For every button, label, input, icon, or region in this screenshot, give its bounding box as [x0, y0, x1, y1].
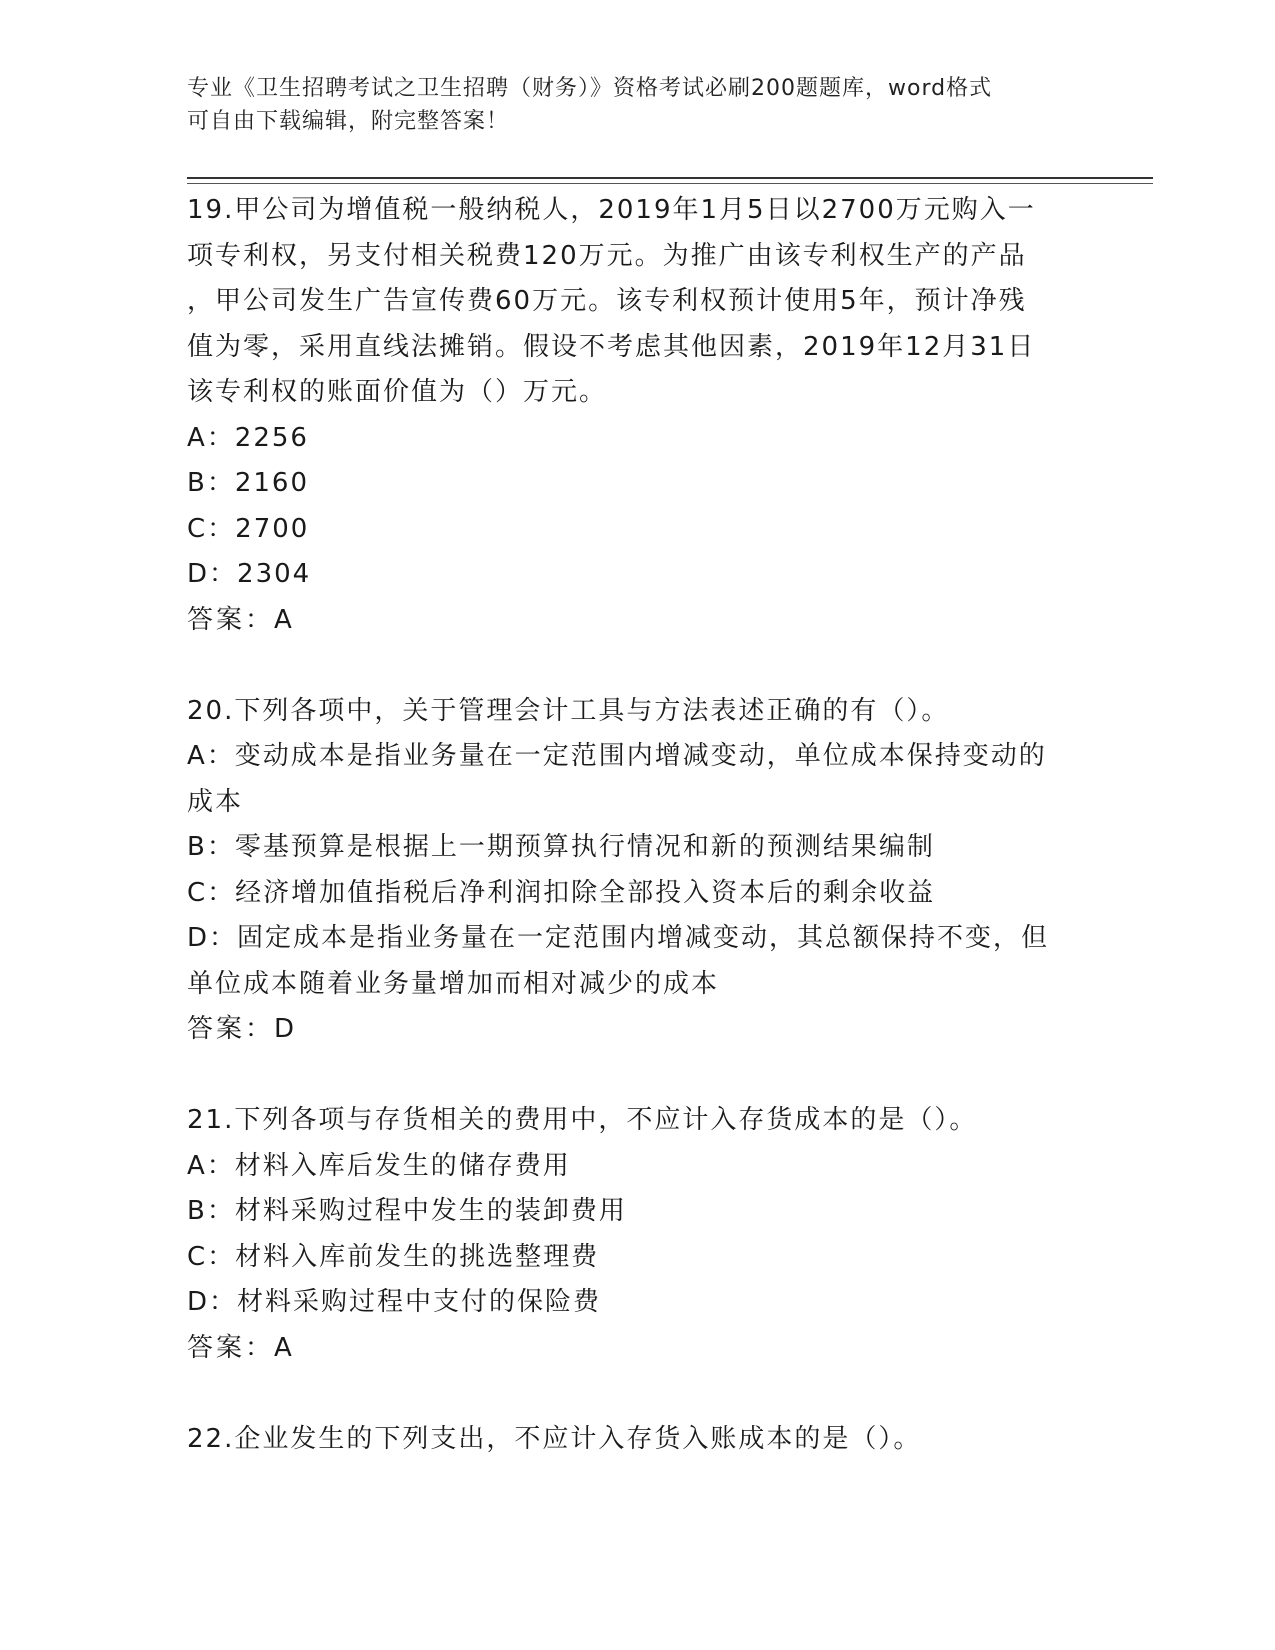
question-stem-line: ，甲公司发生广告宣传费60万元。该专利权预计使用5年，预计净残: [187, 286, 1027, 316]
option-a: A：2256: [187, 422, 309, 453]
option-a: A：材料入库后发生的储存费用: [187, 1150, 571, 1181]
option-b: B：2160: [187, 468, 310, 498]
header-divider-thick: [187, 177, 1153, 179]
option-a: A：变动成本是指业务量在一定范围内增减变动，单位成本保持变动的: [187, 741, 1047, 771]
header-line: 可自由下载编辑，附完整答案！: [187, 109, 510, 134]
question-stem-line: 项专利权，另支付相关税费120万元。为推广由该专利权生产的产品: [187, 240, 1027, 271]
option-b: B：零基预算是根据上一期预算执行情况和新的预测结果编制: [187, 832, 935, 862]
option-c: C：2700: [187, 513, 310, 544]
page-header: [187, 72, 1077, 138]
question-block: [187, 1417, 1087, 1463]
question-stem-line: 值为零，采用直线法摊销。假设不考虑其他因素，2019年12月31日: [187, 331, 1036, 362]
question-list: [187, 188, 1087, 1462]
question-stem-line: 该专利权的账面价值为（）万元。: [187, 377, 608, 407]
spacer: [187, 1371, 1087, 1417]
option-d: D：2304: [187, 559, 312, 589]
question-stem-line: 22.企业发生的下列支出，不应计入存货入账成本的是（）。: [187, 1423, 922, 1454]
question-block: [187, 1098, 1087, 1371]
spacer: [187, 1053, 1087, 1099]
header-line: 专业《卫生招聘考试之卫生招聘（财务）》资格考试必刷200题题库，word格式: [187, 76, 993, 101]
answer-line: 答案：A: [187, 1332, 295, 1363]
option-d-continued: 单位成本随着业务量增加而相对减少的成本: [187, 968, 720, 999]
question-block: [187, 188, 1087, 643]
question-stem-line: 19.甲公司为增值税一般纳税人，2019年1月5日以2700万元购入一: [187, 195, 1036, 225]
option-d: D：材料采购过程中支付的保险费: [187, 1287, 602, 1317]
option-b: B：材料采购过程中发生的装卸费用: [187, 1196, 627, 1226]
answer-line: 答案：D: [187, 1014, 298, 1044]
header-divider-thin: [187, 183, 1153, 184]
option-c: C：材料入库前发生的挑选整理费: [187, 1241, 600, 1272]
answer-line: 答案：A: [187, 604, 295, 635]
spacer: [187, 643, 1087, 689]
option-c: C：经济增加值指税后净利润扣除全部投入资本后的剩余收益: [187, 877, 936, 908]
option-d: D：固定成本是指业务量在一定范围内增减变动，其总额保持不变，但: [187, 923, 1050, 953]
option-a-continued: 成本: [187, 786, 244, 817]
question-stem-line: 20.下列各项中，关于管理会计工具与方法表述正确的有（）。: [187, 695, 950, 726]
question-stem-line: 21.下列各项与存货相关的费用中，不应计入存货成本的是（）。: [187, 1105, 978, 1135]
question-block: [187, 689, 1087, 1053]
